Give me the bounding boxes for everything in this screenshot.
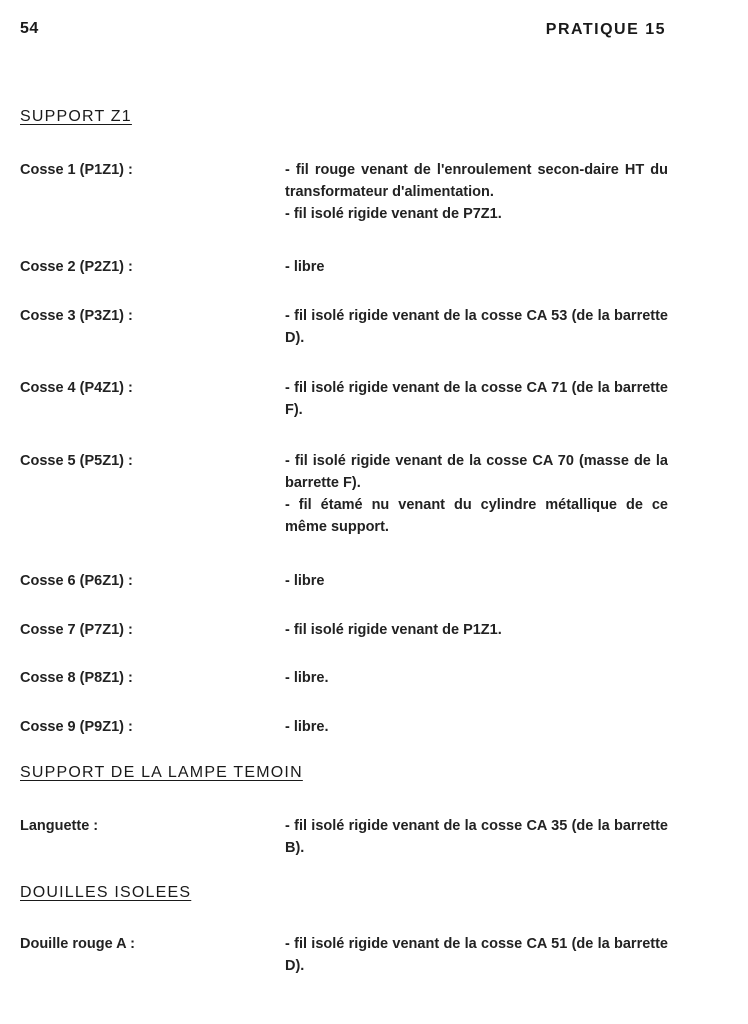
entry-label: Cosse 3 (P3Z1) : <box>20 308 133 324</box>
description-line: - fil isolé rigide venant de la cosse CA 70 (masse de la barrette F). <box>285 453 668 491</box>
entry-label: Cosse 4 (P4Z1) : <box>20 380 133 396</box>
description-line: - fil rouge venant de l'enroulement secon-daire HT du transformateur d'alimentation. <box>285 162 668 200</box>
entry-label: Cosse 5 (P5Z1) : <box>20 453 133 469</box>
entry-description <box>285 667 668 689</box>
entry-label: Cosse 9 (P9Z1) : <box>20 719 133 735</box>
entry-description <box>285 716 668 738</box>
description-line: - fil étamé nu venant du cylindre métallique de ce même support. <box>285 497 668 535</box>
description-line: - fil isolé rigide venant de la cosse CA 51 (de la barrette D). <box>285 936 668 974</box>
entry-description <box>285 305 668 349</box>
description-line: - libre <box>285 259 325 275</box>
description-line: - fil isolé rigide venant de la cosse CA 71 (de la barrette F). <box>285 380 668 418</box>
entry-description <box>285 815 668 859</box>
description-line: - libre <box>285 573 325 589</box>
description-line: - fil isolé rigide venant de P1Z1. <box>285 622 502 638</box>
entry-description <box>285 450 668 538</box>
running-title: PRATIQUE 15 <box>545 21 666 38</box>
section-heading-support-lampe: SUPPORT DE LA LAMPE TEMOIN <box>20 764 303 781</box>
entry-label: Cosse 2 (P2Z1) : <box>20 259 133 275</box>
description-line: - fil isolé rigide venant de la cosse CA 35 (de la barrette B). <box>285 818 668 856</box>
entry-label: Cosse 8 (P8Z1) : <box>20 670 133 686</box>
entry-label: Languette : <box>20 818 99 834</box>
description-line: - fil isolé rigide venant de la cosse CA 53 (de la barrette D). <box>285 308 668 346</box>
description-line: - libre. <box>285 670 329 686</box>
entry-label: Cosse 6 (P6Z1) : <box>20 573 133 589</box>
entry-description <box>285 256 668 278</box>
entry-label: Douille rouge A : <box>20 936 135 952</box>
section-heading-support-z1: SUPPORT Z1 <box>20 108 132 125</box>
entry-label: Cosse 1 (P1Z1) : <box>20 162 133 178</box>
entry-description <box>285 377 668 421</box>
description-line: - fil isolé rigide venant de P7Z1. <box>285 206 502 222</box>
page-number: 54 <box>20 20 39 37</box>
section-heading-douilles: DOUILLES ISOLEES <box>20 884 192 901</box>
entry-label: Cosse 7 (P7Z1) : <box>20 622 133 638</box>
entry-description <box>285 619 668 641</box>
entry-description <box>285 933 668 977</box>
entry-description <box>285 159 668 225</box>
entry-description <box>285 570 668 592</box>
description-line: - libre. <box>285 719 329 735</box>
